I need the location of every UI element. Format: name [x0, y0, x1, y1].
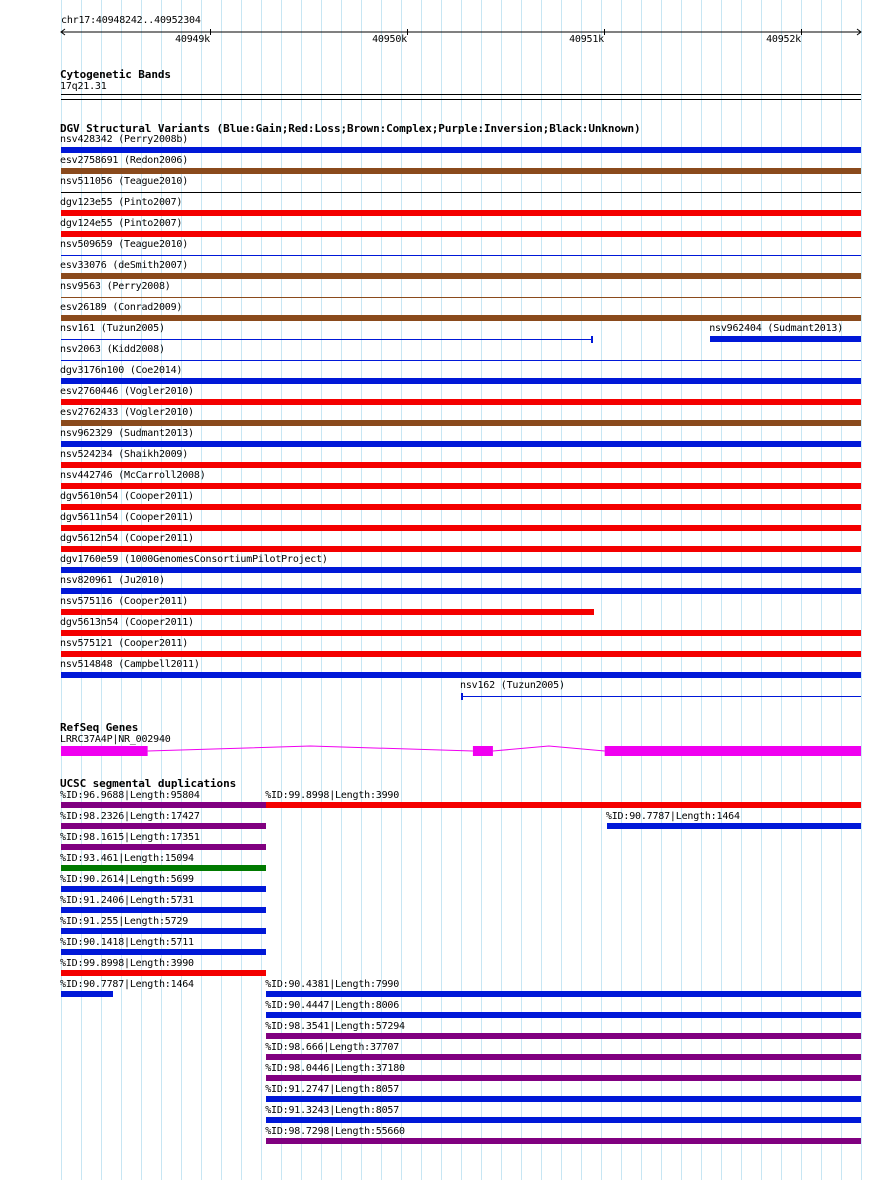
segdup-label[interactable]: %ID:98.3541|Length:57294 [265, 1021, 405, 1032]
dgv-variant-endcap [461, 693, 463, 700]
segdup-bar[interactable] [61, 823, 266, 829]
ruler-tick-label: 40949k [175, 34, 210, 45]
cytoband-track-title[interactable]: Cytogenetic Bands [60, 68, 171, 81]
dgv-variant-bar[interactable] [61, 588, 861, 594]
dgv-variant-label[interactable]: nsv511056 (Teague2010) [60, 176, 189, 187]
dgv-variant-label[interactable]: esv2758691 (Redon2006) [60, 155, 189, 166]
segdup-bar[interactable] [61, 907, 266, 913]
dgv-variant-bar[interactable] [61, 504, 861, 510]
dgv-variant-line[interactable] [61, 255, 861, 256]
ruler-tick [210, 29, 211, 35]
gene-exon[interactable] [473, 746, 493, 756]
segdup-bar[interactable] [61, 886, 266, 892]
dgv-variant-bar[interactable] [61, 609, 594, 615]
segdup-label[interactable]: %ID:90.2614|Length:5699 [60, 874, 194, 885]
dgv-variant-label[interactable]: dgv5612n54 (Cooper2011) [60, 533, 194, 544]
segdup-bar[interactable] [61, 844, 266, 850]
segdup-label[interactable]: %ID:98.1615|Length:17351 [60, 832, 200, 843]
segdup-label[interactable]: %ID:91.3243|Length:8057 [265, 1105, 400, 1116]
segdup-bar[interactable] [61, 949, 266, 955]
dgv-variant-label[interactable]: dgv123e55 (Pinto2007) [60, 197, 183, 208]
ruler-tick-label: 40952k [766, 34, 801, 45]
dgv-variant-line[interactable] [61, 360, 861, 361]
dgv-variant-bar[interactable] [61, 567, 861, 573]
segdup-label[interactable]: %ID:99.8998|Length:3990 [60, 958, 194, 969]
segdup-bar[interactable] [266, 1012, 861, 1018]
dgv-variant-bar[interactable] [61, 546, 861, 552]
dgv-variant-label[interactable]: dgv5611n54 (Cooper2011) [60, 512, 194, 523]
segdup-label[interactable]: %ID:90.4381|Length:7990 [265, 979, 400, 990]
dgv-variant-bar[interactable] [61, 672, 861, 678]
segdup-label[interactable]: %ID:99.8998|Length:3990 [265, 790, 400, 801]
dgv-variant-label[interactable]: nsv162 (Tuzun2005) [460, 680, 565, 691]
gene-exon[interactable] [61, 746, 148, 756]
segdup-label[interactable]: %ID:98.2326|Length:17427 [60, 811, 200, 822]
dgv-variant-bar[interactable] [61, 231, 861, 237]
dgv-variant-bar[interactable] [61, 441, 861, 447]
dgv-variant-label[interactable]: dgv124e55 (Pinto2007) [60, 218, 183, 229]
segdup-bar[interactable] [266, 1117, 861, 1123]
segdup-track-title[interactable]: UCSC segmental duplications [60, 777, 237, 790]
segdup-bar[interactable] [61, 970, 266, 976]
ruler-tick [801, 29, 802, 35]
dgv-variant-label[interactable]: nsv575121 (Cooper2011) [60, 638, 189, 649]
dgv-variant-label[interactable]: nsv524234 (Shaikh2009) [60, 449, 189, 460]
segdup-bar[interactable] [266, 1075, 861, 1081]
segdup-bar[interactable] [61, 928, 266, 934]
dgv-variant-bar[interactable] [61, 525, 861, 531]
gene-label[interactable]: LRRC37A4P|NR_002940 [60, 734, 171, 745]
grid-line [861, 0, 862, 1180]
dgv-variant-bar[interactable] [61, 462, 861, 468]
dgv-variant-label[interactable]: nsv509659 (Teague2010) [60, 239, 189, 250]
dgv-variant-label[interactable]: nsv820961 (Ju2010) [60, 575, 165, 586]
ruler-tick [604, 29, 605, 35]
dgv-variant-line[interactable] [61, 297, 861, 298]
segdup-bar[interactable] [61, 865, 266, 871]
dgv-variant-label[interactable]: esv2760446 (Vogler2010) [60, 386, 194, 397]
ruler-tick-label: 40950k [372, 34, 407, 45]
dgv-variant-bar[interactable] [61, 399, 861, 405]
dgv-variant-line[interactable] [61, 339, 592, 340]
dgv-variant-label[interactable]: nsv962404 (Sudmant2013) [709, 323, 844, 334]
ruler-tick-label: 40951k [569, 34, 604, 45]
refseq-track-title[interactable]: RefSeq Genes [60, 721, 139, 734]
ruler-range-label: chr17:40948242..40952304 [61, 15, 201, 26]
cytoband-label: 17q21.31 [60, 81, 107, 92]
segdup-label[interactable]: %ID:91.255|Length:5729 [60, 916, 189, 927]
ruler-axis[interactable] [0, 24, 890, 64]
dgv-variant-label[interactable]: nsv9563 (Perry2008) [60, 281, 171, 292]
dgv-variant-label[interactable]: dgv1760e59 (1000GenomesConsortiumPilotProject) [60, 554, 328, 565]
dgv-variant-bar[interactable] [710, 336, 861, 342]
segdup-bar[interactable] [266, 1054, 861, 1060]
segdup-label[interactable]: %ID:90.7787|Length:1464 [60, 979, 194, 990]
cytoband-top-border [61, 94, 861, 95]
dgv-variant-label[interactable]: nsv428342 (Perry2008b) [60, 134, 189, 145]
segdup-bar[interactable] [61, 991, 113, 997]
dgv-variant-bar[interactable] [61, 168, 861, 174]
gene-intron [493, 746, 605, 751]
gene-intron [148, 746, 473, 751]
dgv-variant-bar[interactable] [61, 378, 861, 384]
segdup-bar[interactable] [607, 823, 861, 829]
segdup-label[interactable]: %ID:93.461|Length:15094 [60, 853, 194, 864]
dgv-variant-bar[interactable] [61, 210, 861, 216]
dgv-variant-bar[interactable] [61, 273, 861, 279]
cytoband-band[interactable] [61, 99, 861, 100]
segdup-bar[interactable] [61, 802, 266, 808]
dgv-variant-label[interactable]: nsv442746 (McCarroll2008) [60, 470, 206, 481]
segdup-label[interactable]: %ID:98.0446|Length:37180 [265, 1063, 405, 1074]
segdup-label[interactable]: %ID:90.1418|Length:5711 [60, 937, 194, 948]
dgv-variant-label[interactable]: esv2762433 (Vogler2010) [60, 407, 194, 418]
dgv-variant-label[interactable]: nsv514848 (Campbell2011) [60, 659, 200, 670]
dgv-variant-label[interactable]: esv26189 (Conrad2009) [60, 302, 183, 313]
dgv-variant-bar[interactable] [61, 651, 861, 657]
dgv-variant-label[interactable]: esv33076 (deSmith2007) [60, 260, 189, 271]
dgv-variant-label[interactable]: dgv5613n54 (Cooper2011) [60, 617, 194, 628]
segdup-bar[interactable] [266, 802, 861, 808]
dgv-track-title[interactable]: DGV Structural Variants (Blue:Gain;Red:Loss;Brown:Complex;Purple:Inversion;Black:Unknown) [60, 122, 641, 135]
gene-exon[interactable] [605, 746, 861, 756]
dgv-variant-bar[interactable] [61, 147, 861, 153]
ruler-tick [407, 29, 408, 35]
segdup-label[interactable]: %ID:98.666|Length:37707 [265, 1042, 400, 1053]
segdup-label[interactable]: %ID:91.2747|Length:8057 [265, 1084, 400, 1095]
dgv-variant-line[interactable] [61, 192, 861, 193]
dgv-variant-label[interactable]: nsv962329 (Sudmant2013) [60, 428, 194, 439]
segdup-bar[interactable] [266, 1138, 861, 1144]
dgv-variant-label[interactable]: dgv5610n54 (Cooper2011) [60, 491, 194, 502]
dgv-variant-endcap [591, 336, 593, 343]
segdup-label[interactable]: %ID:91.2406|Length:5731 [60, 895, 194, 906]
dgv-variant-bar[interactable] [61, 315, 861, 321]
gene-model[interactable] [0, 740, 890, 760]
dgv-variant-bar[interactable] [61, 483, 861, 489]
segdup-label[interactable]: %ID:90.7787|Length:1464 [605, 811, 740, 822]
segdup-label[interactable]: %ID:96.9688|Length:95804 [60, 790, 200, 801]
dgv-variant-line[interactable] [461, 696, 861, 697]
dgv-variant-bar[interactable] [61, 420, 861, 426]
dgv-variant-label[interactable]: nsv575116 (Cooper2011) [60, 596, 189, 607]
dgv-variant-label[interactable]: nsv161 (Tuzun2005) [60, 323, 165, 334]
segdup-bar[interactable] [266, 1096, 861, 1102]
segdup-label[interactable]: %ID:90.4447|Length:8006 [265, 1000, 400, 1011]
segdup-bar[interactable] [266, 991, 861, 997]
segdup-label[interactable]: %ID:98.7298|Length:55660 [265, 1126, 405, 1137]
dgv-variant-label[interactable]: nsv2063 (Kidd2008) [60, 344, 165, 355]
segdup-bar[interactable] [266, 1033, 861, 1039]
dgv-variant-bar[interactable] [61, 630, 861, 636]
dgv-variant-label[interactable]: dgv3176n100 (Coe2014) [60, 365, 183, 376]
